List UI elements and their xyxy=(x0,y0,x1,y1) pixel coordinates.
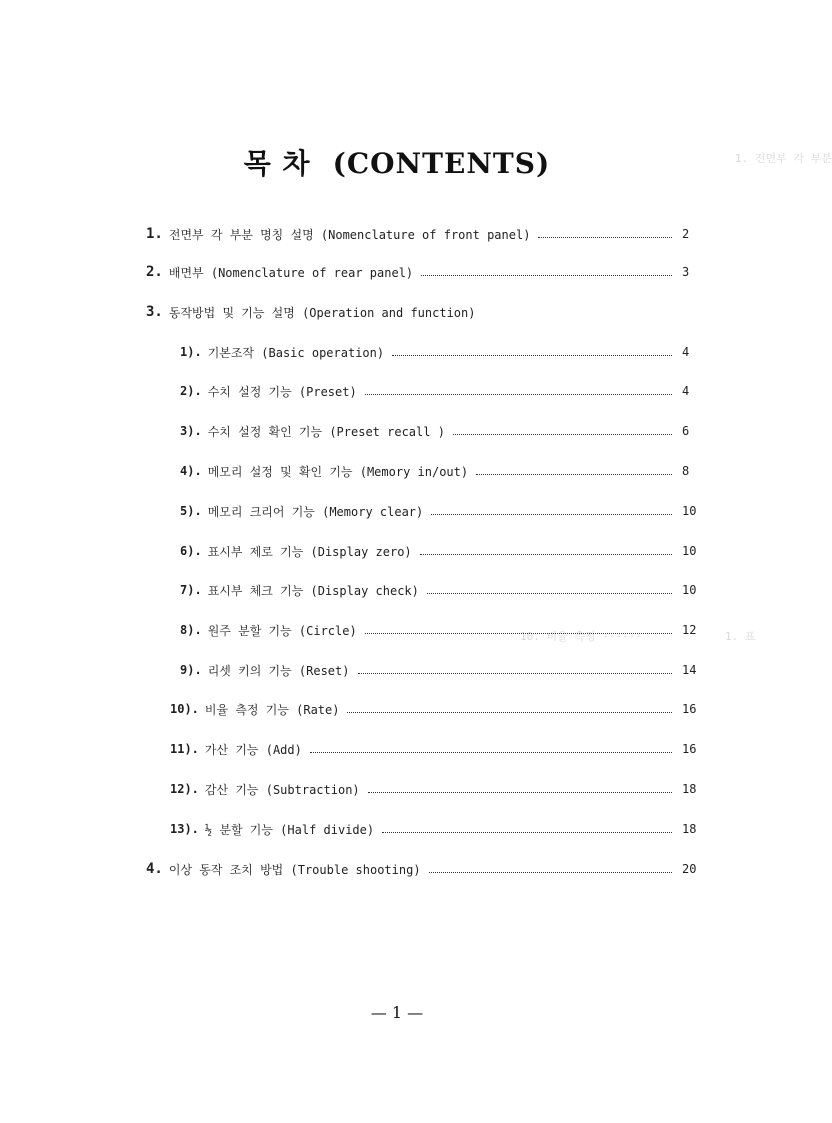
show-through-text: 1. 표 xyxy=(725,630,756,643)
toc-number: 4). xyxy=(180,464,202,478)
dot-leader xyxy=(365,394,672,395)
toc-entry[interactable] xyxy=(180,620,698,640)
toc-label: 수치 설정 기능 (Preset) xyxy=(207,384,357,399)
toc-number: 2). xyxy=(180,384,202,398)
toc-number: 1). xyxy=(180,345,202,359)
dot-leader xyxy=(427,593,672,594)
dot-leader xyxy=(347,712,672,713)
toc-number: 5). xyxy=(180,504,202,518)
toc-number: 10). xyxy=(170,702,199,716)
toc-number: 6). xyxy=(180,544,202,558)
toc-page: 16 xyxy=(682,702,697,716)
toc-page: 10 xyxy=(682,583,697,597)
toc-page: 12 xyxy=(682,623,697,637)
toc-number: 8). xyxy=(180,623,202,637)
toc-page: 8 xyxy=(682,464,690,478)
dot-leader xyxy=(358,673,673,674)
title-korean: 목 차 xyxy=(243,147,311,180)
toc-entry[interactable] xyxy=(180,580,698,600)
show-through-text: 1. 전면부 각 부분 xyxy=(735,152,832,165)
toc-page: 20 xyxy=(682,862,697,876)
dot-leader xyxy=(392,355,672,356)
toc-entry[interactable] xyxy=(180,461,698,481)
toc-page: 10 xyxy=(682,544,697,558)
toc-label: 수치 설정 확인 기능 (Preset recall ) xyxy=(207,424,445,439)
toc-number: 1. xyxy=(146,226,163,242)
toc-label: 메모리 설정 및 확인 기능 (Memory in/out) xyxy=(207,464,469,479)
toc-entry[interactable] xyxy=(180,541,698,561)
toc-label: 이상 동작 조치 방법 (Trouble shooting) xyxy=(168,862,421,877)
toc-entry[interactable] xyxy=(180,501,698,521)
toc-label: 표시부 제로 기능 (Display zero) xyxy=(207,544,412,559)
toc-entry[interactable] xyxy=(180,660,698,680)
toc-number: 2. xyxy=(146,264,163,280)
toc-page: 2 xyxy=(682,227,690,241)
toc-number: 11). xyxy=(170,742,199,756)
toc-entry[interactable] xyxy=(180,421,698,441)
toc-label: 가산 기능 (Add) xyxy=(204,742,302,757)
dot-leader xyxy=(431,514,672,515)
toc-label: 표시부 체크 기능 (Display check) xyxy=(207,583,419,598)
toc-page: 3 xyxy=(682,265,690,279)
dot-leader xyxy=(382,832,672,833)
toc-number: 3. xyxy=(146,304,163,320)
toc-number: 7). xyxy=(180,583,202,597)
toc-page: 4 xyxy=(682,345,690,359)
toc-entry[interactable] xyxy=(170,699,698,719)
toc-number: 9). xyxy=(180,663,202,677)
toc-page: 18 xyxy=(682,782,697,796)
toc-page: 18 xyxy=(682,822,697,836)
dot-leader xyxy=(368,792,672,793)
toc-entry[interactable] xyxy=(170,819,698,839)
toc-entry[interactable] xyxy=(170,779,698,799)
dot-leader xyxy=(421,275,672,276)
toc-label: 감산 기능 (Subtraction) xyxy=(204,782,360,797)
toc-label: 원주 분할 기능 (Circle) xyxy=(207,623,357,638)
toc-label: 메모리 크리어 기능 (Memory clear) xyxy=(207,504,424,519)
toc-number: 12). xyxy=(170,782,199,796)
toc-label: 리셋 키의 기능 (Reset) xyxy=(207,663,350,678)
dot-leader xyxy=(429,872,672,873)
page-title xyxy=(0,142,794,182)
toc-entry[interactable] xyxy=(146,224,698,244)
toc-number: 13). xyxy=(170,822,199,836)
toc-label: 기본조작 (Basic operation) xyxy=(207,345,385,360)
toc-label: 전면부 각 부분 명칭 설명 (Nomenclature of front panel) xyxy=(168,227,531,242)
toc-page: 14 xyxy=(682,663,697,677)
toc-entry[interactable] xyxy=(146,859,698,879)
toc-entry[interactable] xyxy=(146,302,698,322)
toc-entry[interactable] xyxy=(146,262,698,282)
toc-number: 4. xyxy=(146,861,163,877)
toc-label: 배면부 (Nomenclature of rear panel) xyxy=(168,265,414,280)
toc-page: 16 xyxy=(682,742,697,756)
toc-page: 6 xyxy=(682,424,690,438)
toc-number: 3). xyxy=(180,424,202,438)
toc-entry[interactable] xyxy=(180,342,698,362)
dot-leader xyxy=(365,633,672,634)
toc-label: ½ 분할 기능 (Half divide) xyxy=(204,822,375,837)
toc-label: 비율 측정 기능 (Rate) xyxy=(204,702,340,717)
show-through-text: 10. 비율 측정 ······ xyxy=(520,630,642,643)
toc-entry[interactable] xyxy=(170,739,698,759)
dot-leader xyxy=(310,752,672,753)
dot-leader xyxy=(476,474,672,475)
toc-label: 동작방법 및 기능 설명 (Operation and function) xyxy=(168,305,476,320)
page-number: — 1 — xyxy=(370,1003,424,1022)
toc-page: 10 xyxy=(682,504,697,518)
title-english: (CONTENTS) xyxy=(332,147,551,180)
toc-page: 4 xyxy=(682,384,690,398)
dot-leader xyxy=(453,434,672,435)
toc-entry[interactable] xyxy=(180,381,698,401)
dot-leader xyxy=(420,554,672,555)
dot-leader xyxy=(538,237,672,238)
